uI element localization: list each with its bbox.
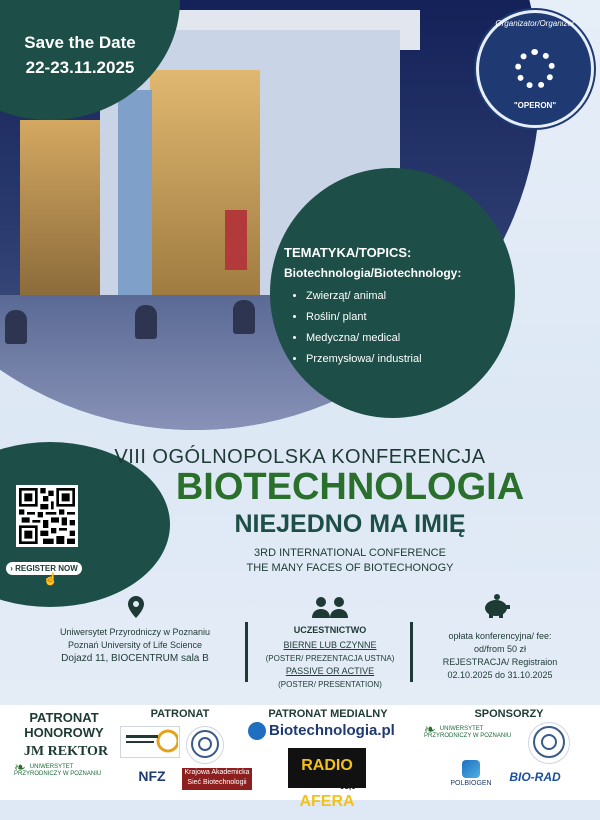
bollard [135,305,157,339]
polbiogen-icon [462,760,480,778]
save-date-label: Save the Date [24,33,136,52]
save-date-value: 22-23.11.2025 [25,58,135,77]
radio-frequency: 98,6 [340,782,356,791]
up-sponsor-text: UNIWERSYTET PRZYRODNICZY W POZNANIU [424,726,512,739]
kbiotech-logo [120,726,180,758]
topic-item: • Medyczna/ medical [306,328,422,349]
participation-en: PASSIVE OR ACTIVE [285,666,375,676]
radio-afera-text: RADIO AFERA [299,757,355,810]
topic-item: • Roślin/ plant [306,307,422,328]
conference-title: BIOTECHNOLOGIA [175,466,525,508]
conference-line5: THE MANY FACES OF BIOTECHONOGY [246,562,454,574]
krajowa-logo: Krajowa Akademicka Sieć Biotechnologii [182,768,252,790]
building-window [20,120,100,300]
topic-item: • Przemysłowa/ industrial [306,349,422,370]
organizer-logo [476,10,594,128]
fee-block [425,630,575,682]
participation-block [255,624,405,691]
polbiogen-text: POLBIOGEN [450,780,492,787]
save-date [0,30,160,80]
conference-line1: VIII OGÓLNOPOLSKA KONFERENCJA [114,446,486,468]
building-pillar [118,90,152,300]
participation-title: UCZESTNICTWO [293,625,367,635]
divider [245,622,248,682]
seal-icon [188,727,222,761]
organizer-title: Organizator/Organizer [495,19,575,28]
topics-subtitle: Biotechnologia/Biotechnology: [284,266,462,280]
rektor-label: JM REKTOR [23,744,109,759]
cursor-hand-icon: ☝ [43,572,58,586]
up-logo [14,759,118,778]
fee-line3: REJESTRACJA/ Registraion [442,657,558,667]
topics-list [292,286,422,370]
up-logo-text: UNIWERSYTET PRZYRODNICZY W POZNANIU [14,764,102,777]
bollard [5,310,27,344]
bollard [233,300,255,334]
conference-international [100,546,600,576]
organizer-name: "OPERON" [513,101,557,110]
biotech-pl-text: Biotechnologia.pl [269,722,395,739]
fee-line2: od/from 50 zł [473,644,527,654]
nfz-logo: NFZ [138,768,166,784]
location-pin-icon [128,596,144,618]
piggy-bank-icon [482,594,510,618]
seal-icon [530,723,568,761]
people-icon [312,596,348,618]
kbiotech-logo-icon [122,727,178,755]
biotech-pl-icon [248,722,266,740]
seal-sponsor-logo [528,722,570,764]
participation-pl-note: (POSTER/ PREZENTACJA USTNA) [265,654,395,663]
conference-subtitle: NIEJEDNO MA IMIĘ [234,510,466,538]
fee-line1: opłata konferencyjna/ fee: [448,631,552,641]
polbiogen-logo [450,760,492,787]
qr-code-icon[interactable] [16,485,78,547]
leaf-icon: ❧ [14,759,26,775]
location-line1: Uniwersytet Przyrodniczy w Poznaniu [59,627,211,637]
register-label: REGISTER NOW [15,564,78,573]
patronat-label: PATRONAT [150,708,210,720]
building-sign [225,210,247,270]
patronat-honorowy: PATRONAT HONOROWY [24,710,104,740]
chevron-right-icon: › [10,564,16,573]
biorad-logo: BIO-RAD [504,770,566,786]
participation-en-note: (POSTER/ PRESENTATION) [278,680,382,689]
location-line2: Poznań University of Life Science [67,640,203,650]
location-block [30,626,240,665]
seal-logo [186,726,224,764]
topics-title: TEMATYKA/TOPICS: [284,245,412,260]
up-sponsor-logo [424,721,524,740]
sponsorzy-label: SPONSORZY [474,708,544,720]
leaf-icon: ❧ [424,721,436,737]
biotech-pl-logo [248,722,398,744]
location-line3: Dojazd 11, BIOCENTRUM sala B [61,653,209,664]
conference-line4: 3RD INTERNATIONAL CONFERENCE [254,547,446,559]
organizer-emblem-icon [515,49,555,89]
patronat-medialny-label: PATRONAT MEDIALNY [268,708,388,720]
fee-line4: 02.10.2025 do 31.10.2025 [447,670,553,680]
divider [410,622,413,682]
topic-item: • Zwierząt/ animal [306,286,422,307]
participation-pl: BIERNE LUB CZYNNE [283,640,377,650]
